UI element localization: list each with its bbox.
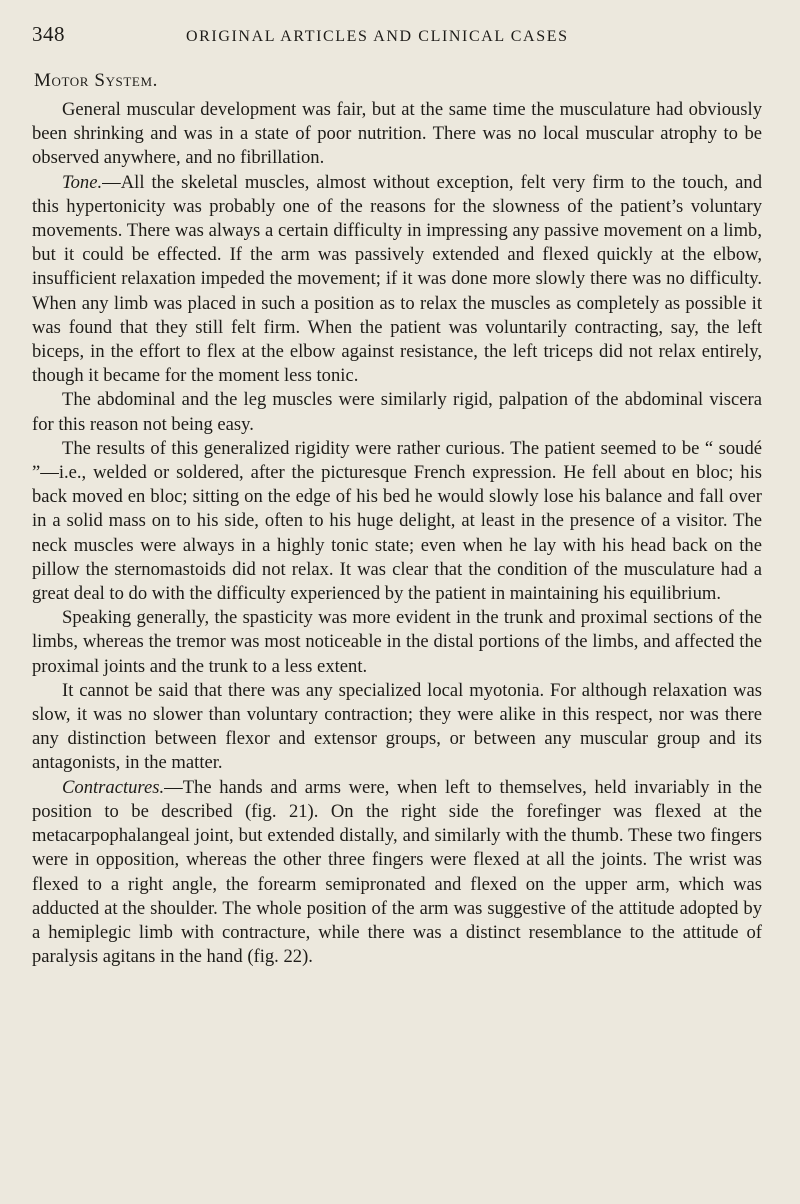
paragraph: General muscular development was fair, but at the same time the musculature had obviously been shrinking and was in a state of poor nutrition. There was no local muscular atrophy to be observed anywhere, and no fibrillation. bbox=[32, 99, 762, 169]
paragraph: The results of this generalized rigidity were rather curious. The patient seemed to be “ soudé ”—i.e., welded or soldered, after the picturesque French expression. He fell about en bloc; his back moved en bloc; sitting on the edge of his bed he would slowly lose his balance and fall over in a solid mass on to his side, often to his huge delight, at least in the presence of a visitor. The neck muscles were always in a highly tonic state; even when he lay with his head back on the pillow the sternomastoids did not relax. It was clear that the condition of the musculature had a great deal to do with the difficulty experienced by the patient in maintaining his equilibrium. bbox=[32, 437, 762, 605]
paragraph-lead-tone: Tone. bbox=[62, 171, 103, 193]
paragraph: Tone.—All the skeletal muscles, almost without exception, felt very firm to the touch, and this hypertonicity was probably one of the reasons for the slowness of the patient’s voluntary movements. There was always a certain difficulty in impressing any passive movement on a limb, but it could be effected. If the arm was passively extended and flexed quickly at the elbow, insufficient relaxation impeded the movement; if it was done more slowly there was no difficulty. When any limb was placed in such a position as to relax the muscles as completely as possible it was found that they still felt firm. When the patient was voluntarily contracting, say, the left biceps, in the effort to flex at the elbow against resistance, the left triceps did not relax entirely, though it became for the moment less tonic. bbox=[32, 171, 762, 387]
paragraph-lead-contractures: Contractures. bbox=[62, 776, 165, 798]
body-text bbox=[32, 98, 762, 969]
running-head: ORIGINAL ARTICLES AND CLINICAL CASES bbox=[186, 28, 569, 45]
page-header bbox=[32, 22, 762, 62]
paragraph: The abdominal and the leg muscles were similarly rigid, palpation of the abdominal viscera for this reason not being easy. bbox=[32, 389, 762, 435]
paragraph: It cannot be said that there was any specialized local myotonia. For although relaxation was slow, it was no slower than voluntary contraction; they were alike in this respect, nor was there any distinction between flexor and extensor groups, or between any muscular group and its antagonists, in the matter. bbox=[32, 679, 762, 774]
paragraph: Contractures.—The hands and arms were, when left to themselves, held invariably in the position to be described (fig. 21). On the right side the forefinger was flexed at the metacarpophalangeal joint, but extended distally, and similarly with the thumb. These two fingers were in opposition, whereas the other three fingers were flexed at all the joints. The wrist was flexed to a right angle, the forearm semipronated and flexed on the upper arm, which was adducted at the shoulder. The whole position of the arm was suggestive of the attitude adopted by a hemiplegic limb with contracture, while there was a distinct resemblance to the attitude of paralysis agitans in the hand (fig. 22). bbox=[32, 776, 762, 968]
paragraph: Speaking generally, the spasticity was more evident in the trunk and proximal sections of the limbs, whereas the tremor was most noticeable in the distal portions of the limbs, and affected the proximal joints and the trunk to a less extent. bbox=[32, 607, 762, 677]
page-number: 348 bbox=[32, 22, 65, 46]
section-heading: Motor System. bbox=[34, 70, 158, 91]
